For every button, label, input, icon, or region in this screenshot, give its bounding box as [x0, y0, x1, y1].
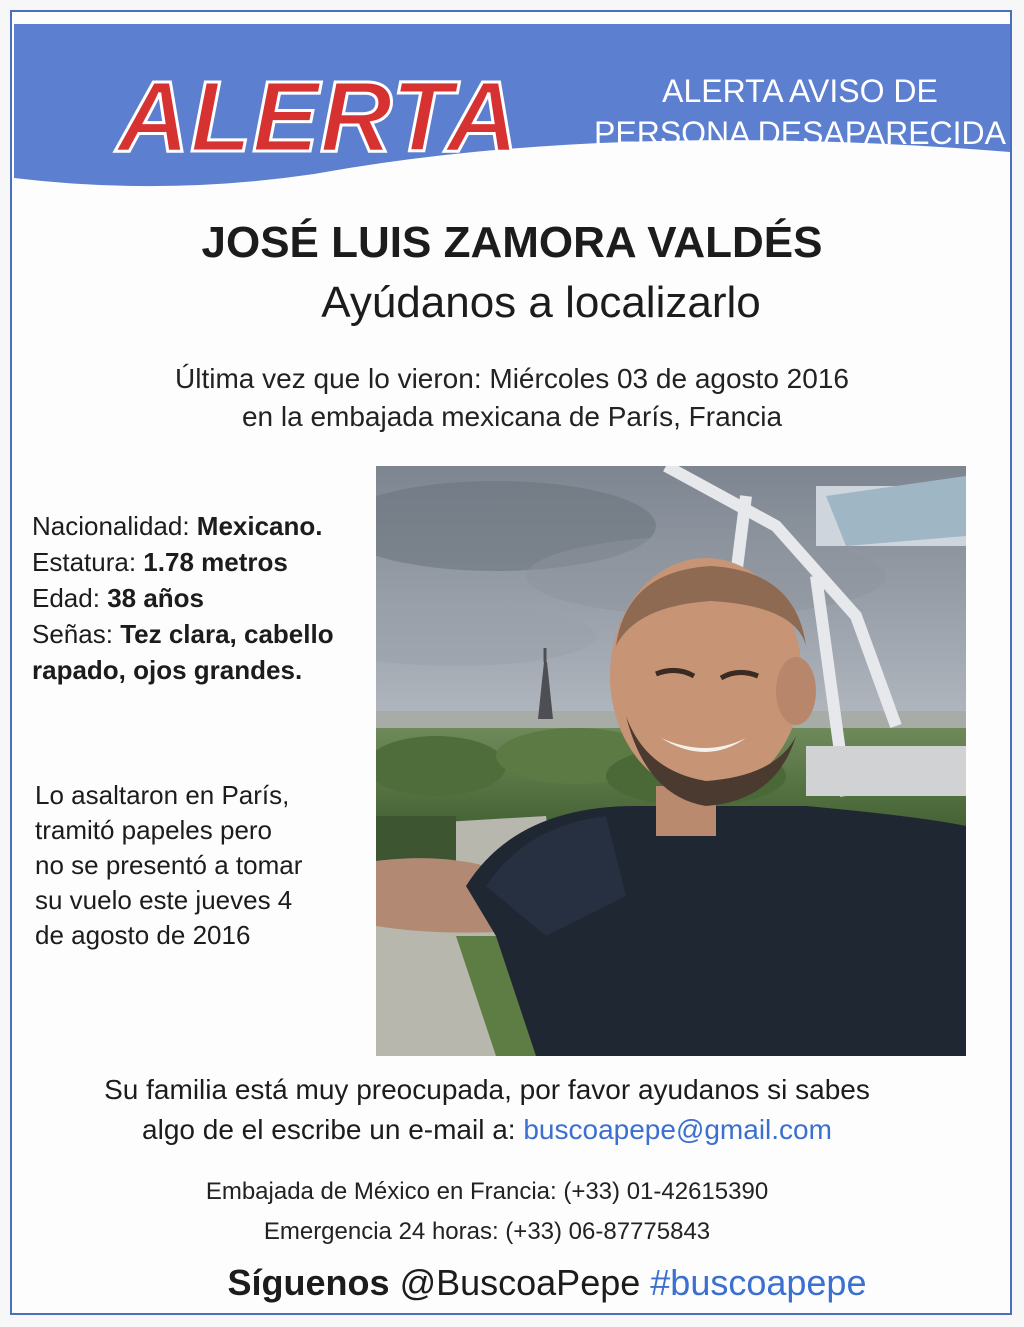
emergency-phone: Emergencia 24 horas: (+33) 06-87775843: [263, 1218, 711, 1245]
incident-line-3: no se presentó a tomar: [35, 850, 303, 880]
height-row: [32, 544, 377, 580]
alert-heading: ALERTA: [117, 61, 520, 173]
help-request: Ayúdanos a localizarlo: [321, 278, 761, 327]
person-photo: [376, 466, 966, 1056]
alert-banner: [14, 24, 1010, 194]
height-label: Estatura:: [32, 547, 137, 577]
incident-description: [35, 778, 365, 953]
banner-subtitle-line-2: PERSONA DESAPARECIDA: [594, 115, 1006, 151]
contact-email-link[interactable]: buscoapepe@gmail.com: [523, 1114, 832, 1145]
twitter-handle[interactable]: @BuscoaPepe: [399, 1262, 641, 1303]
embassy-phone: Embajada de México en Francia: (+33) 01-42615390: [205, 1178, 769, 1205]
features-label: Señas:: [32, 619, 113, 649]
incident-line-1: Lo asaltaron en París,: [35, 780, 290, 810]
features-row: [32, 616, 377, 688]
family-line-2: [0, 1110, 974, 1150]
last-seen-line-2: en la embajada mexicana de París, Francia: [241, 401, 783, 432]
last-seen-line-1: Última vez que lo vieron: Miércoles 03 de agosto 2016: [175, 363, 849, 394]
age-row: [32, 580, 377, 616]
incident-line-2: tramitó papeles pero: [35, 815, 273, 845]
person-details: [32, 508, 377, 688]
age-value: 38 años: [107, 583, 205, 613]
follow-label: Síguenos: [227, 1262, 390, 1303]
banner-subtitle: [584, 70, 1016, 154]
age-label: Edad:: [32, 583, 100, 613]
family-line-1: Su familia está muy preocupada, por favor ayudanos si sabes: [104, 1074, 870, 1105]
incident-line-5: de agosto de 2016: [35, 920, 251, 950]
nationality-label: Nacionalidad:: [32, 511, 190, 541]
contact-phones: [0, 1172, 974, 1252]
family-line-2-text: algo de el escribe un e-mail a:: [142, 1114, 516, 1145]
features-value: Tez clara, cabello rapado, ojos grandes.: [32, 619, 334, 685]
incident-line-4: su vuelo este jueves 4: [35, 885, 293, 915]
social-follow: [0, 1262, 1024, 1304]
height-value: 1.78 metros: [143, 547, 288, 577]
nationality-row: [32, 508, 377, 544]
banner-subtitle-line-1: ALERTA AVISO DE: [662, 73, 938, 109]
hashtag-link[interactable]: #buscoapepe: [650, 1262, 867, 1303]
last-seen-info: [0, 360, 1024, 436]
family-message: [0, 1070, 974, 1150]
nationality-value: Mexicano.: [196, 511, 323, 541]
missing-person-name: JOSÉ LUIS ZAMORA VALDÉS: [201, 218, 823, 267]
